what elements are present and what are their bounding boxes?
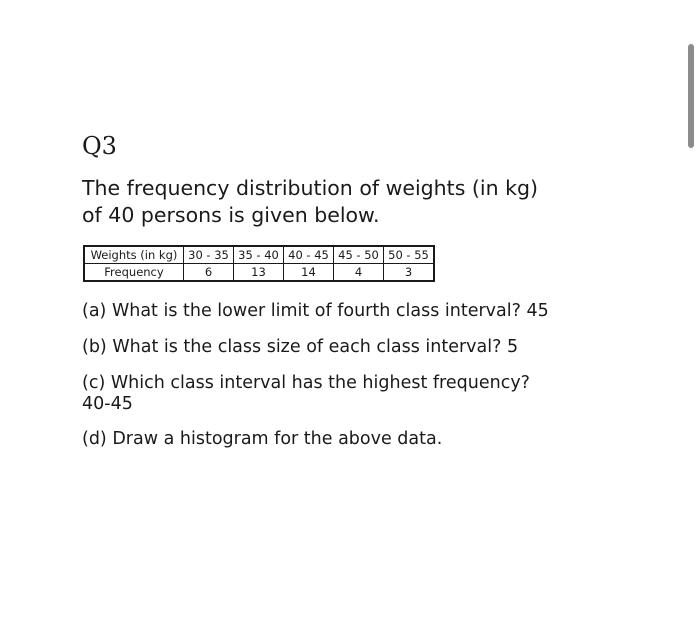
part-d: (d) Draw a histogram for the above data.	[82, 429, 443, 449]
part-c-line-2: 40-45	[82, 394, 133, 414]
part-c	[82, 373, 642, 415]
stem-line-1: The frequency distribution of weights (in kg)	[82, 176, 538, 200]
table-cell-interval: 40 - 45	[284, 246, 334, 264]
question-stem	[82, 175, 622, 229]
table-cell-interval: 45 - 50	[334, 246, 384, 264]
part-b: (b) What is the class size of each class interval? 5	[82, 337, 519, 357]
table-cell-interval: 50 - 55	[384, 246, 435, 264]
table-header-weights: Weights (in kg)	[84, 246, 184, 264]
frequency-table	[83, 245, 435, 282]
table-cell-frequency: 6	[184, 264, 234, 282]
part-c-line-1: (c) Which class interval has the highest frequency?	[82, 373, 530, 393]
part-a: (a) What is the lower limit of fourth class interval? 45	[82, 301, 549, 321]
table-cell-frequency: 13	[234, 264, 284, 282]
table-cell-interval: 30 - 35	[184, 246, 234, 264]
table-header-frequency: Frequency	[84, 264, 184, 282]
stem-line-2: of 40 persons is given below.	[82, 203, 380, 227]
table-cell-frequency: 4	[334, 264, 384, 282]
table-cell-frequency: 14	[284, 264, 334, 282]
table-cell-frequency: 3	[384, 264, 435, 282]
scrollbar[interactable]	[688, 44, 694, 148]
table-row-weights	[84, 246, 434, 264]
question-number: Q3	[82, 132, 117, 160]
table-row-frequency	[84, 264, 434, 282]
table-cell-interval: 35 - 40	[234, 246, 284, 264]
